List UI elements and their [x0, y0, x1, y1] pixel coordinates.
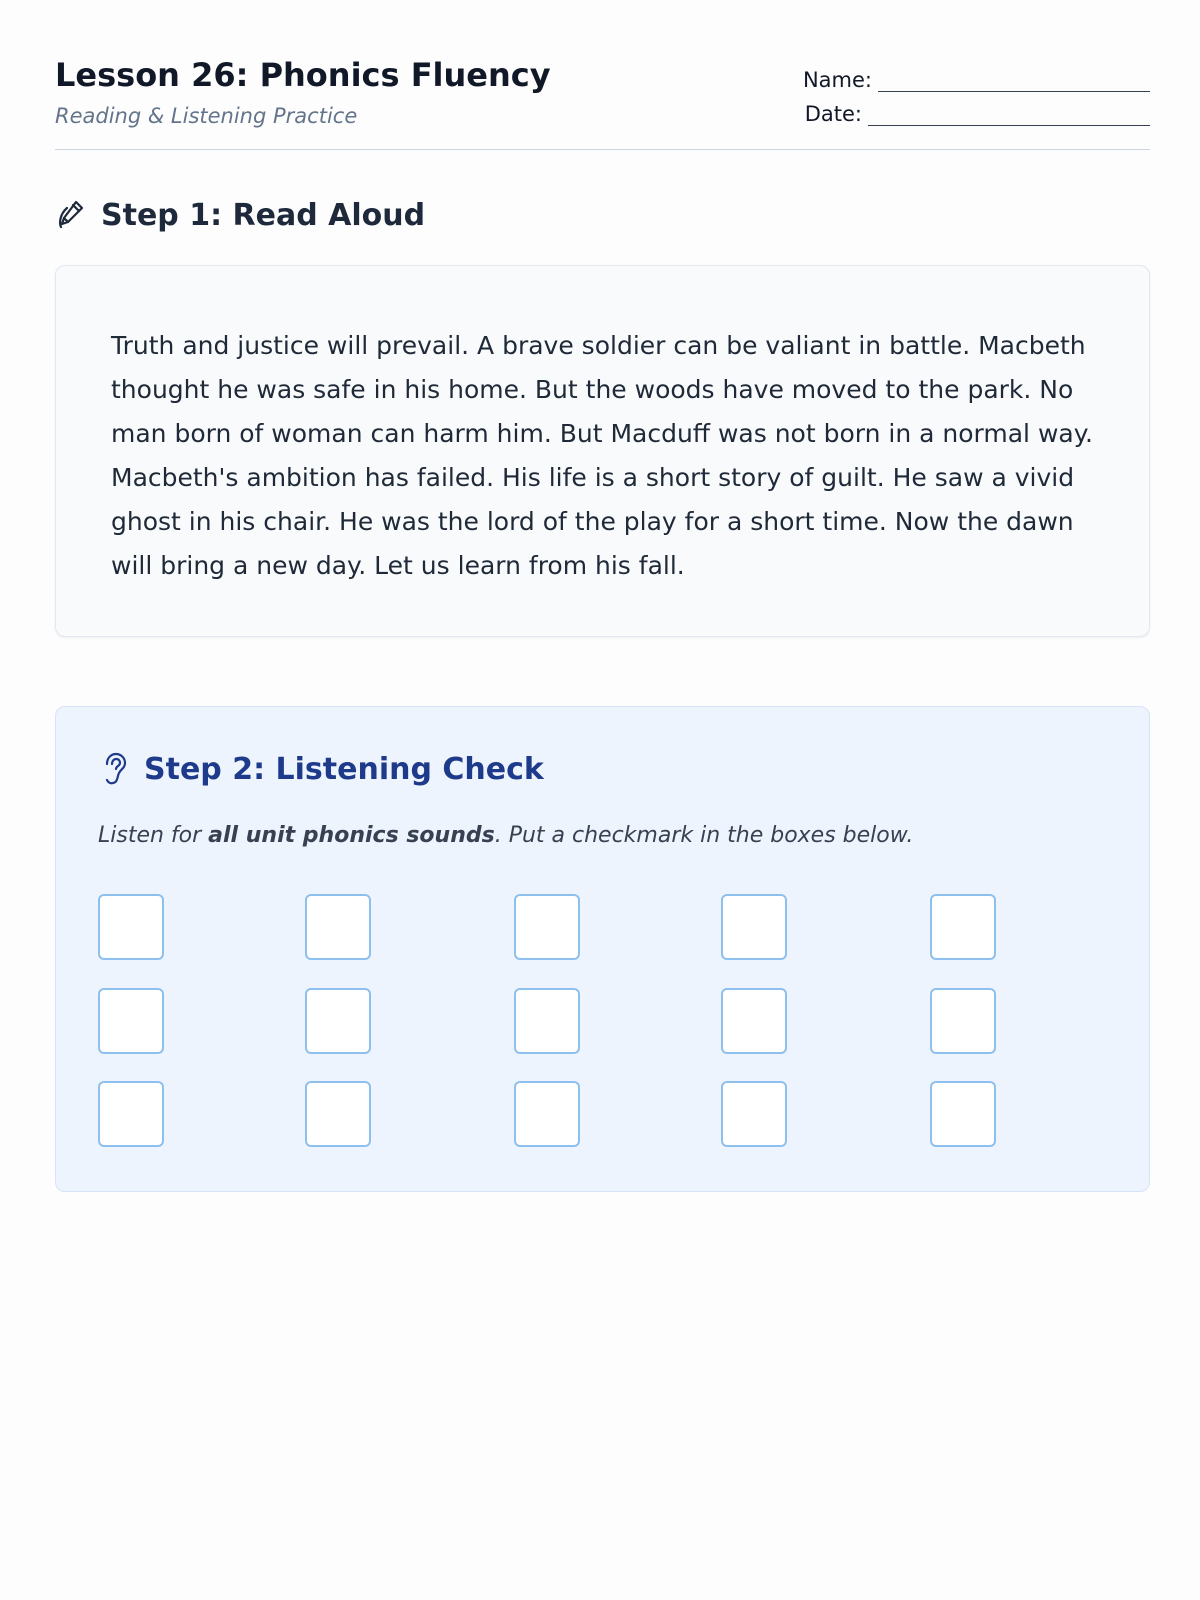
step2-heading	[98, 747, 544, 791]
checkbox-1-5[interactable]	[930, 894, 996, 960]
checkbox-3-1[interactable]	[98, 1081, 164, 1147]
checkbox-2-1[interactable]	[98, 988, 164, 1054]
page-title: Lesson 26: Phonics Fluency	[55, 56, 551, 94]
date-blank-line[interactable]	[868, 104, 1150, 126]
name-label: Name:	[802, 68, 872, 92]
listening-check-panel	[55, 706, 1150, 1192]
checkbox-3-4[interactable]	[721, 1081, 787, 1147]
listening-instructions	[98, 823, 913, 848]
checkbox-grid	[98, 894, 1098, 1154]
date-field	[805, 102, 1150, 126]
checkbox-3-2[interactable]	[305, 1081, 371, 1147]
worksheet-header	[55, 52, 1150, 150]
checkbox-3-3[interactable]	[514, 1081, 580, 1147]
checkbox-2-2[interactable]	[305, 988, 371, 1054]
name-blank-line[interactable]	[878, 70, 1150, 92]
instruction-emphasis: all unit phonics sounds	[208, 823, 495, 848]
page-subtitle: Reading & Listening Practice	[55, 104, 358, 128]
checkbox-3-5[interactable]	[930, 1081, 996, 1147]
step1-title: Step 1: Read Aloud	[101, 197, 426, 233]
checkbox-1-1[interactable]	[98, 894, 164, 960]
step1-heading	[55, 193, 425, 237]
date-label: Date:	[804, 102, 862, 126]
checkbox-1-4[interactable]	[721, 894, 787, 960]
read-aloud-panel	[55, 265, 1150, 637]
instruction-text-end: . Put a checkmark in the boxes below.	[494, 823, 914, 848]
step2-title: Step 2: Listening Check	[144, 751, 544, 787]
checkbox-2-5[interactable]	[930, 988, 996, 1054]
checkbox-2-4[interactable]	[721, 988, 787, 1054]
checkbox-1-3[interactable]	[514, 894, 580, 960]
reading-passage: Truth and justice will prevail. A brave soldier can be valiant in battle. Macbeth thought he was safe in his home. But the woods have moved to the park. No man born of woman can harm him. But Macduff was not born in a normal way. Macbeth's ambition has failed. His life is a short story of guilt. He saw a vivid ghost in his chair. He was the lord of the play for a short time. Now the dawn will bring a new day. Let us learn from his fall.	[111, 331, 1093, 580]
pen-icon	[55, 197, 87, 233]
ear-icon	[98, 751, 130, 787]
instruction-text-start: Listen for	[98, 823, 209, 848]
name-field	[803, 68, 1150, 92]
checkbox-2-3[interactable]	[514, 988, 580, 1054]
checkbox-1-2[interactable]	[305, 894, 371, 960]
